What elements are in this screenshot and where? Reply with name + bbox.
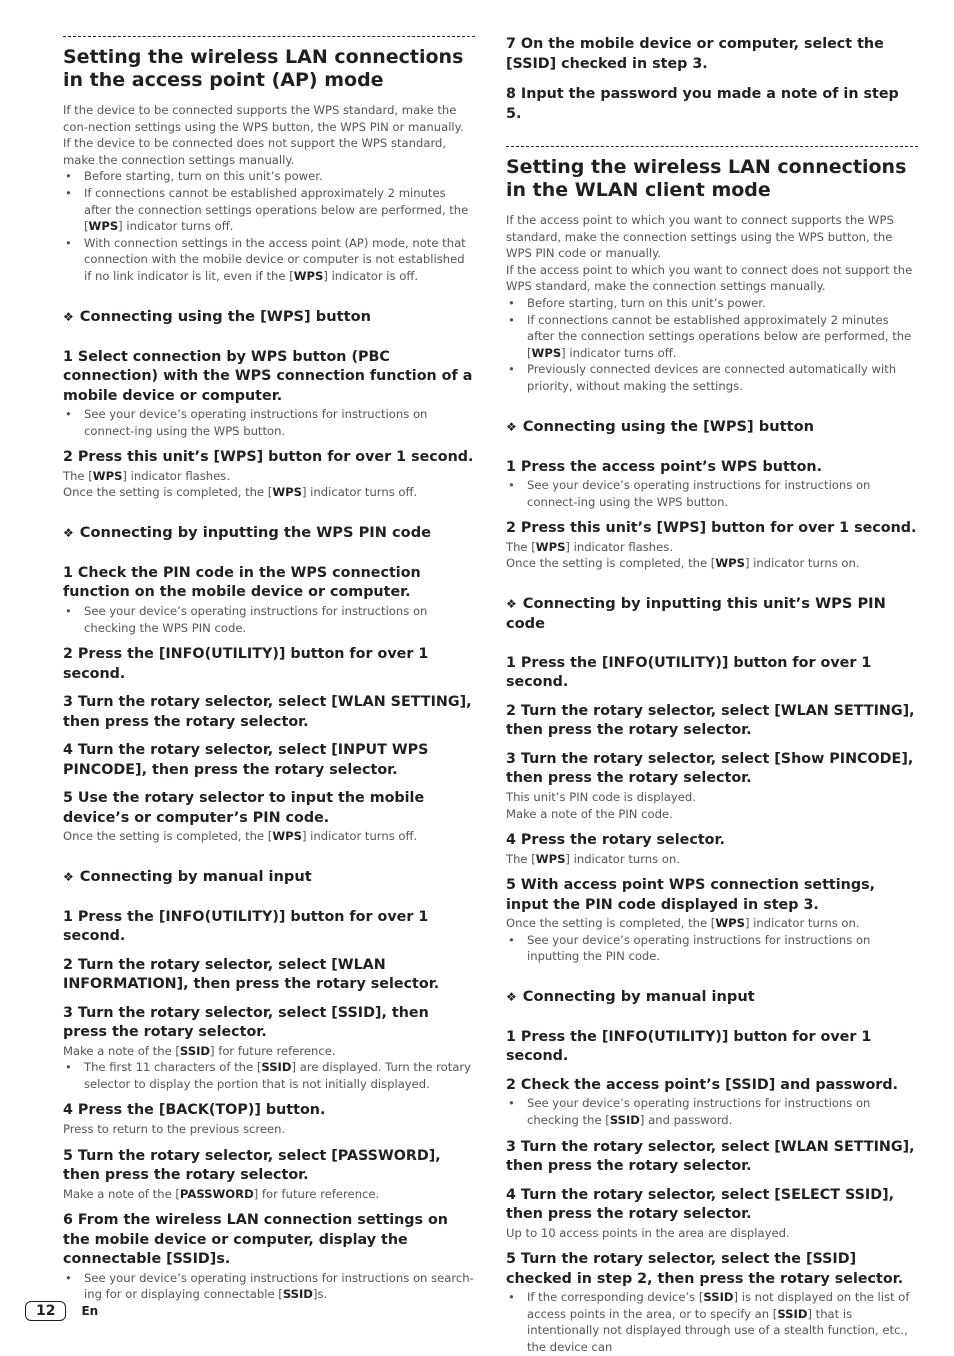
diamond-icon: ❖ xyxy=(63,309,74,324)
step-heading: 2 Turn the rotary selector, select [WLAN SETTING], then press the rotary selector. xyxy=(506,702,915,739)
step-heading: 3 Turn the rotary selector, select [WLAN SETTING], then press the rotary selector. xyxy=(506,1138,915,1175)
step-heading: 4 Press the [BACK(TOP)] button. xyxy=(63,1102,326,1119)
bullet-item: • See your device’s operating instructions for instructions on connect-ing using the WPS button. xyxy=(63,406,475,439)
step-note: Up to 10 access points in the area are displayed. xyxy=(506,1225,790,1240)
step-heading: 1 Select connection by WPS button (PBC connection) with the WPS connection function of a mobile device or computer. xyxy=(63,348,473,404)
step-heading: 8 Input the password you made a note of in step 5. xyxy=(506,86,899,122)
bullet-item: • If connections cannot be established approximately 2 minutes after the connection settings operations below are performed, the [WPS] indicator turns off. xyxy=(63,185,475,235)
step-heading: 5 With access point WPS connection settings, input the PIN code displayed in step 3. xyxy=(506,877,876,913)
intro-paragraph: If the device to be connected supports the WPS standard, make the con-nection settings using the WPS button, the WPS PIN or manually. xyxy=(63,103,464,134)
step-heading: 3 Turn the rotary selector, select [WLAN SETTING], then press the rotary selector. xyxy=(63,694,472,730)
section-title-ap-mode: Setting the wireless LAN connections in the access point (AP) mode xyxy=(63,46,464,91)
step-note: Once the setting is completed, the [WPS] indicator turns on. xyxy=(506,916,860,931)
step-note: The [WPS] indicator turns on. xyxy=(506,851,681,866)
intro-paragraph: If the access point to which you want to connect supports the WPS standard, make the connection settings using the WPS button, the WPS PIN code or manually. xyxy=(506,213,894,261)
step-heading: 2 Press this unit’s [WPS] button for over 1 second. xyxy=(506,520,917,537)
step-heading: 5 Use the rotary selector to input the mobile device’s or computer’s PIN code. xyxy=(63,790,425,826)
step-note: This unit’s PIN code is displayed. xyxy=(506,789,696,804)
step-heading: 4 Turn the rotary selector, select [INPUT WPS PINCODE], then press the rotary selector. xyxy=(63,742,429,778)
bullet-item: • With connection settings in the access point (AP) mode, note that connection with the mobile device or computer is not established if no link indicator is lit, even if the [WPS] indicator is off. xyxy=(63,235,475,285)
bullet-item: • See your device’s operating instructions for instructions on search-ing for or displaying connectable [SSID]s. xyxy=(63,1270,475,1303)
step-heading: 2 Press the [INFO(UTILITY)] button for over 1 second. xyxy=(63,646,429,682)
bullet-item: • The first 11 characters of the [SSID] are displayed. Turn the rotary selector to display the portion that is not initially displayed. xyxy=(63,1059,475,1092)
step-note: The [WPS] indicator flashes. xyxy=(506,539,674,554)
bullet-item: • Before starting, turn on this unit’s power. xyxy=(63,168,475,185)
subheading-wps-button: ❖ Connecting using the [WPS] button xyxy=(506,417,814,435)
subheading-wps-button: ❖ Connecting using the [WPS] button xyxy=(63,307,371,325)
diamond-icon: ❖ xyxy=(63,869,74,884)
step-heading: 1 Press the [INFO(UTILITY)] button for over 1 second. xyxy=(63,908,429,945)
step-heading: 1 Press the access point’s WPS button. xyxy=(506,458,823,475)
subheading-unit-pin: ❖ Connecting by inputting this unit’s WPS PIN code xyxy=(506,594,886,632)
step-note: Press to return to the previous screen. xyxy=(63,1121,286,1136)
section-divider xyxy=(63,36,475,37)
bullet-item: • Before starting, turn on this unit’s power. xyxy=(506,295,918,312)
subheading-manual-input: ❖ Connecting by manual input xyxy=(506,987,755,1005)
step-heading: 5 Turn the rotary selector, select the [SSID] checked in step 2, then press the rotary selector. xyxy=(506,1251,904,1287)
step-note: Once the setting is completed, the [WPS] indicator turns off. xyxy=(63,485,418,500)
diamond-icon: ❖ xyxy=(506,419,517,434)
bullet-item: • See your device’s operating instructions for instructions on checking the [SSID] and password. xyxy=(506,1095,918,1128)
bullet-item: • If the corresponding device’s [SSID] is not displayed on the list of access points in the area, or to specify an [SSID] that is intentionally not displayed through use of a stealth function, etc., the device can xyxy=(506,1289,918,1355)
right-column xyxy=(506,0,918,1356)
step-note: The [WPS] indicator flashes. xyxy=(63,468,231,483)
bullet-item: • See your device’s operating instructions for instructions on inputting the PIN code. xyxy=(506,932,918,965)
bullet-item: • Previously connected devices are connected automatically with priority, without making the settings. xyxy=(506,361,918,394)
step-heading: 2 Check the access point’s [SSID] and password. xyxy=(506,1076,898,1093)
intro-paragraph: If the access point to which you want to connect does not support the WPS standard, make the connection settings manually. xyxy=(506,262,913,294)
section-divider xyxy=(506,146,918,147)
step-heading: 6 From the wireless LAN connection settings on the mobile device or computer, display the connectable [SSID]s. xyxy=(63,1212,448,1268)
step-heading: 1 Check the PIN code in the WPS connection function on the mobile device or computer. xyxy=(63,564,421,601)
step-heading: 5 Turn the rotary selector, select [PASSWORD], then press the rotary selector. xyxy=(63,1147,441,1184)
bullet-item: • See your device’s operating instructions for instructions on connect-ing using the WPS button. xyxy=(506,477,918,510)
step-heading: 4 Turn the rotary selector, select [SELECT SSID], then press the rotary selector. xyxy=(506,1186,895,1223)
diamond-icon: ❖ xyxy=(506,989,517,1004)
left-column xyxy=(63,0,475,1303)
step-heading: 4 Press the rotary selector. xyxy=(506,832,725,849)
diamond-icon: ❖ xyxy=(506,596,517,611)
step-heading: 2 Press this unit’s [WPS] button for over 1 second. xyxy=(63,449,474,466)
bullet-item: • See your device’s operating instructions for instructions on checking the WPS PIN code. xyxy=(63,603,475,636)
section-title-wlan-client: Setting the wireless LAN connections in the WLAN client mode xyxy=(506,156,907,201)
page-footer xyxy=(25,1301,98,1321)
page-number: 12 xyxy=(25,1301,66,1321)
step-heading: 3 Turn the rotary selector, select [SSID], then press the rotary selector. xyxy=(63,1004,429,1041)
step-note: Once the setting is completed, the [WPS] indicator turns on. xyxy=(506,556,860,571)
step-heading: 3 Turn the rotary selector, select [Show PINCODE], then press the rotary selector. xyxy=(506,750,914,787)
step-heading: 1 Press the [INFO(UTILITY)] button for over 1 second. xyxy=(506,1028,872,1065)
step-note: Make a note of the [PASSWORD] for future reference. xyxy=(63,1186,380,1201)
step-heading: 2 Turn the rotary selector, select [WLAN INFORMATION], then press the rotary selector. xyxy=(63,956,440,993)
step-note: Make a note of the PIN code. xyxy=(506,806,673,821)
step-heading: 7 On the mobile device or computer, select the [SSID] checked in step 3. xyxy=(506,36,884,72)
step-note: Make a note of the [SSID] for future reference. xyxy=(63,1043,336,1058)
step-heading: 1 Press the [INFO(UTILITY)] button for over 1 second. xyxy=(506,654,872,691)
diamond-icon: ❖ xyxy=(63,525,74,540)
step-note: Once the setting is completed, the [WPS] indicator turns off. xyxy=(63,829,418,844)
language-code: En xyxy=(81,1304,99,1318)
bullet-item: • If connections cannot be established approximately 2 minutes after the connection settings operations below are performed, the [WPS] indicator turns off. xyxy=(506,312,918,362)
subheading-wps-pin: ❖ Connecting by inputting the WPS PIN code xyxy=(63,523,432,541)
subheading-manual-input: ❖ Connecting by manual input xyxy=(63,867,312,885)
intro-paragraph: If the device to be connected does not support the WPS standard, make the connection settings manually. xyxy=(63,136,447,167)
